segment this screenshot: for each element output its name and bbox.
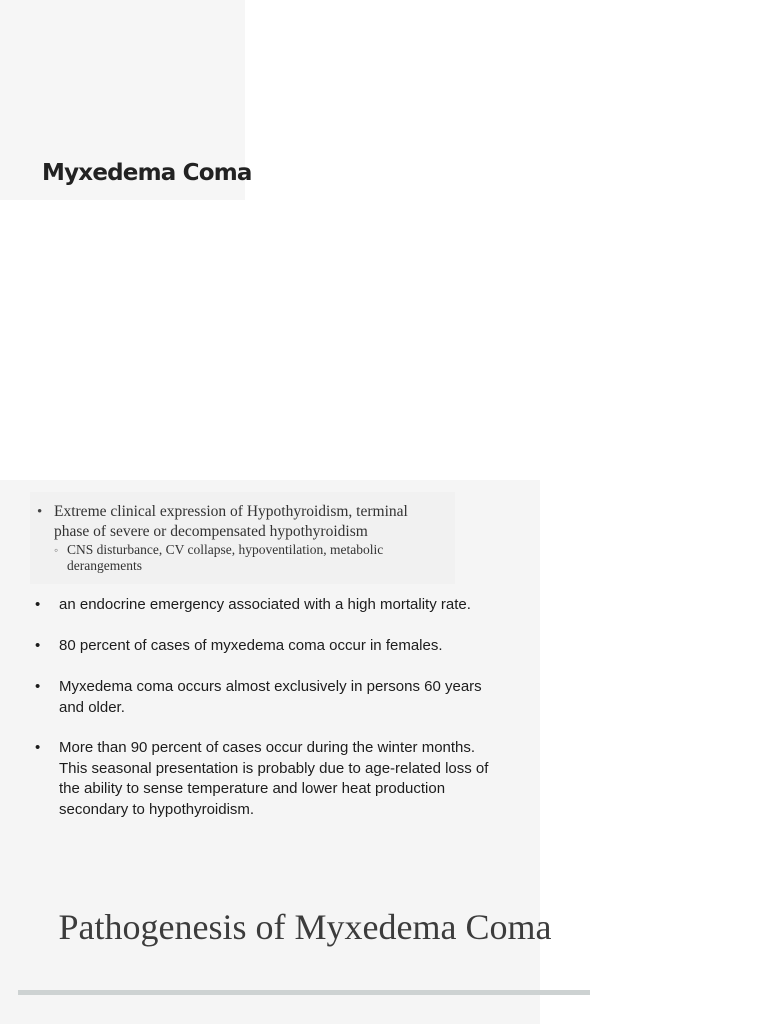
excerpt-sub-bullet-icon: ◦ [54, 543, 59, 557]
title-underline [18, 990, 590, 995]
excerpt-bullet-icon: • [37, 504, 43, 520]
bullet-item: More than 90 percent of cases occur during the winter months. This seasonal presentation is probably due to age-related loss of the ability to sense temperature and lower heat production secondary to hypothyroidism. [59, 739, 489, 818]
bullet-item: an endocrine emergency associated with a high mortality rate. [59, 596, 471, 613]
bullet-icon: • [35, 739, 41, 756]
excerpt-sub-text: CNS disturbance, CV collapse, hypoventilation, metabolic derangements [67, 542, 384, 573]
bullet-icon: • [35, 637, 41, 654]
bullet-icon: • [35, 678, 41, 695]
bullet-item: Myxedema coma occurs almost exclusively in persons 60 years and older. [59, 678, 482, 716]
bullet-icon: • [35, 596, 41, 613]
excerpt-main-text: Extreme clinical expression of Hypothyroidism, terminal phase of severe or decompensated hypothyroidism [54, 503, 408, 540]
next-slide-title: Pathogenesis of Myxedema Coma [58, 907, 552, 947]
bullet-item: 80 percent of cases of myxedema coma occur in females. [59, 637, 443, 654]
slide-title: Myxedema Coma [42, 160, 252, 186]
